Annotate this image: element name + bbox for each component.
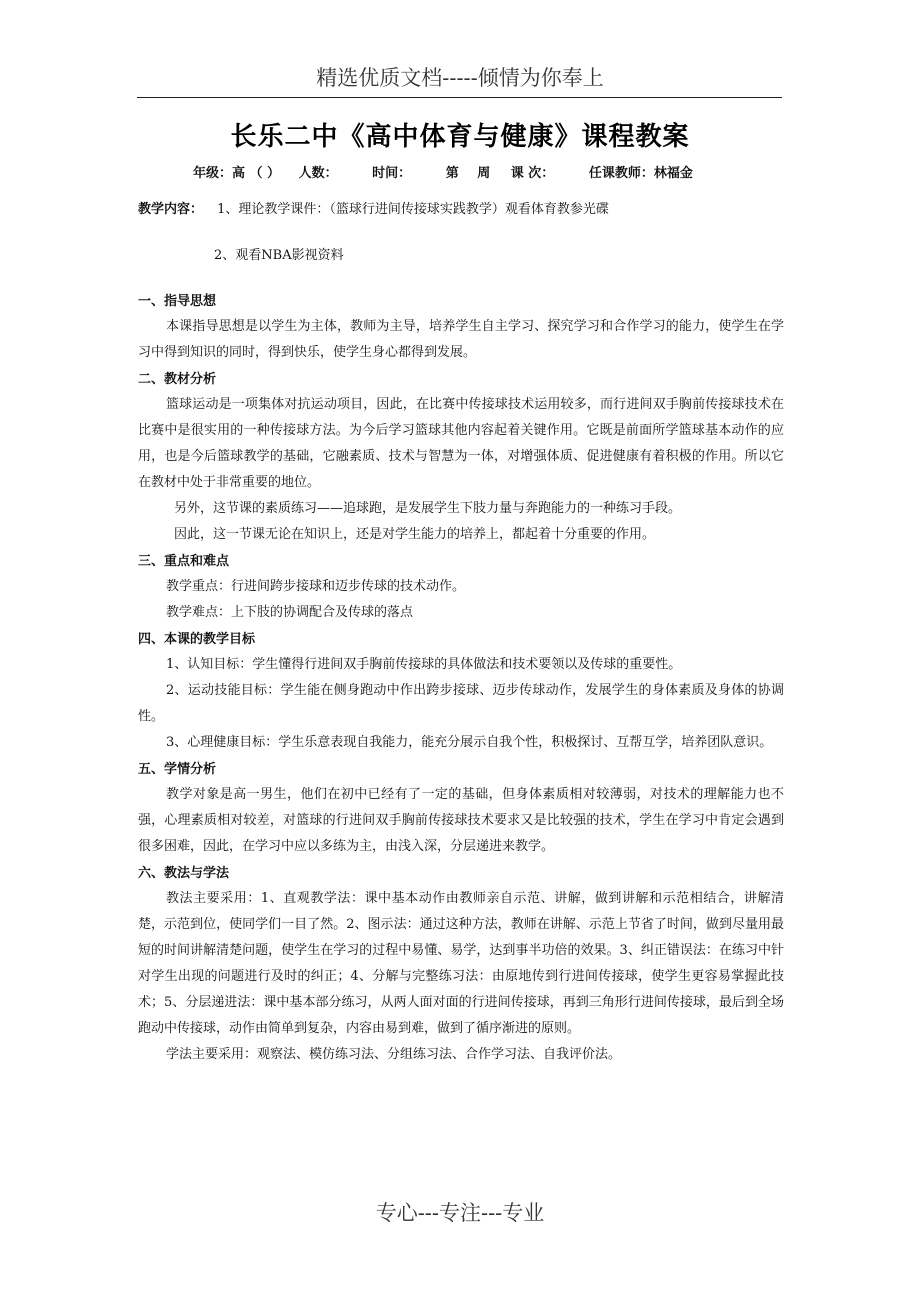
content-label: 教学内容： (138, 202, 204, 217)
section-methods (138, 862, 784, 1068)
section-heading: 六、教法与学法 (138, 866, 230, 881)
section-student-analysis (138, 758, 784, 860)
page-footer: 专心---专注---专业 (375, 1201, 545, 1225)
section-heading: 一、指导思想 (138, 294, 217, 309)
paragraph: 教学对象是高一男生，他们在初中已经有了一定的基础，但身体素质相对较薄弱，对技术的理解能力也不强，心理素质相对较差，对篮球的行进间双手胸前传接球技术要求又是比较强的技术，学生在学习中肯定会遇到很多困难，因此，在学习中应以多练为主，由浅入深，分层递进来教学。 (138, 787, 784, 854)
content-item: 1、理论教学课件：（篮球行进间传接球实践教学）观看体育教参光碟 (217, 202, 609, 217)
section-guiding-thought (138, 290, 784, 366)
paragraph: 2、运动技能目标：学生能在侧身跑动中作出跨步接球、迈步传球动作，发展学生的身体素质及身体的协调性。 (138, 683, 784, 724)
content-item: 2、观看NBA影视资料 (214, 248, 344, 263)
meta-week: 第 周 (445, 166, 491, 181)
header-divider (137, 97, 782, 98)
content-line-2 (138, 244, 784, 268)
section-heading: 五、学情分析 (138, 762, 217, 777)
document-body (138, 198, 784, 1068)
section-key-points (138, 550, 784, 626)
paragraph: 本课指导思想是以学生为主体，教师为主导，培养学生自主学习、探究学习和合作学习的能力，使学生在学习中得到知识的同时，得到快乐，使学生身心都得到发展。 (138, 319, 784, 360)
paragraph: 学法主要采用：观察法、模仿练习法、分组练习法、合作学习法、自我评价法。 (166, 1047, 622, 1062)
section-heading: 二、教材分析 (138, 372, 217, 387)
paragraph: 因此，这一节课无论在知识上，还是对学生能力的培养上，都起着十分重要的作用。 (174, 527, 656, 542)
meta-lesson: 课 次： (510, 166, 555, 181)
paragraph: 1、认知目标：学生懂得行进间双手胸前传接球的具体做法和技术要领以及传球的重要性。 (166, 657, 682, 672)
paragraph: 另外，这节课的素质练习——追球跑，是发展学生下肢力量与奔跑能力的一种练习手段。 (174, 501, 682, 516)
section-heading: 三、重点和难点 (138, 554, 230, 569)
paragraph: 3、心理健康目标：学生乐意表现自我能力，能充分展示自我个性，积极探讨、互帮互学，培养团队意识。 (166, 735, 773, 750)
content-line-1 (138, 198, 784, 222)
section-teaching-goals (138, 628, 784, 756)
document-title: 长乐二中《高中体育与健康》课程教案 (230, 122, 690, 152)
section-heading: 四、本课的教学目标 (138, 632, 256, 647)
meta-teacher: 任课教师：林福金 (588, 166, 693, 181)
paragraph: 教学重点：行进间跨步接球和迈步传球的技术动作。 (166, 579, 466, 594)
lesson-meta (193, 162, 693, 181)
section-material-analysis (138, 368, 784, 548)
page-header: 精选优质文档-----倾情为你奉上 (316, 66, 604, 90)
paragraph: 教法主要采用：1、直观教学法：课中基本动作由教师亲自示范、讲解，做到讲解和示范相结合，讲解清楚，示范到位，使同学们一目了然。2、图示法：通过这种方法，教师在讲解、示范上节省了时间，做到尽量用最短的时间讲解清楚问题，使学生在学习的过程中易懂、易学，达到事半功倍的效果。3、纠正错误法：在练习中针对学生出现的问题进行及时的纠正；4、分解与完整练习法：由原地传到行进间传接球，使学生更容易掌握此技术；5、分层递进法：课中基本部分练习，从两人面对面的行进间传接球，再到三角形行进间传接球，最后到全场跑动中传接球，动作由简单到复杂，内容由易到难，做到了循序渐进的原则。 (138, 891, 784, 1036)
meta-grade: 年级：高 （ ） (193, 166, 281, 181)
meta-time: 时间： (372, 166, 412, 181)
paragraph: 教学难点：上下肢的协调配合及传球的落点 (166, 605, 414, 620)
paragraph: 篮球运动是一项集体对抗运动项目，因此，在比赛中传接球技术运用较多，而行进间双手胸前传接球技术在比赛中是很实用的一种传接球方法。为今后学习篮球其他内容起着关键作用。它既是前面所学篮球基本动作的应用，也是今后篮球教学的基础，它融素质、技术与智慧为一体，对增强体质、促进健康有着积极的作用。所以它在教材中处于非常重要的地位。 (138, 397, 784, 490)
meta-count: 人数： (298, 166, 338, 181)
